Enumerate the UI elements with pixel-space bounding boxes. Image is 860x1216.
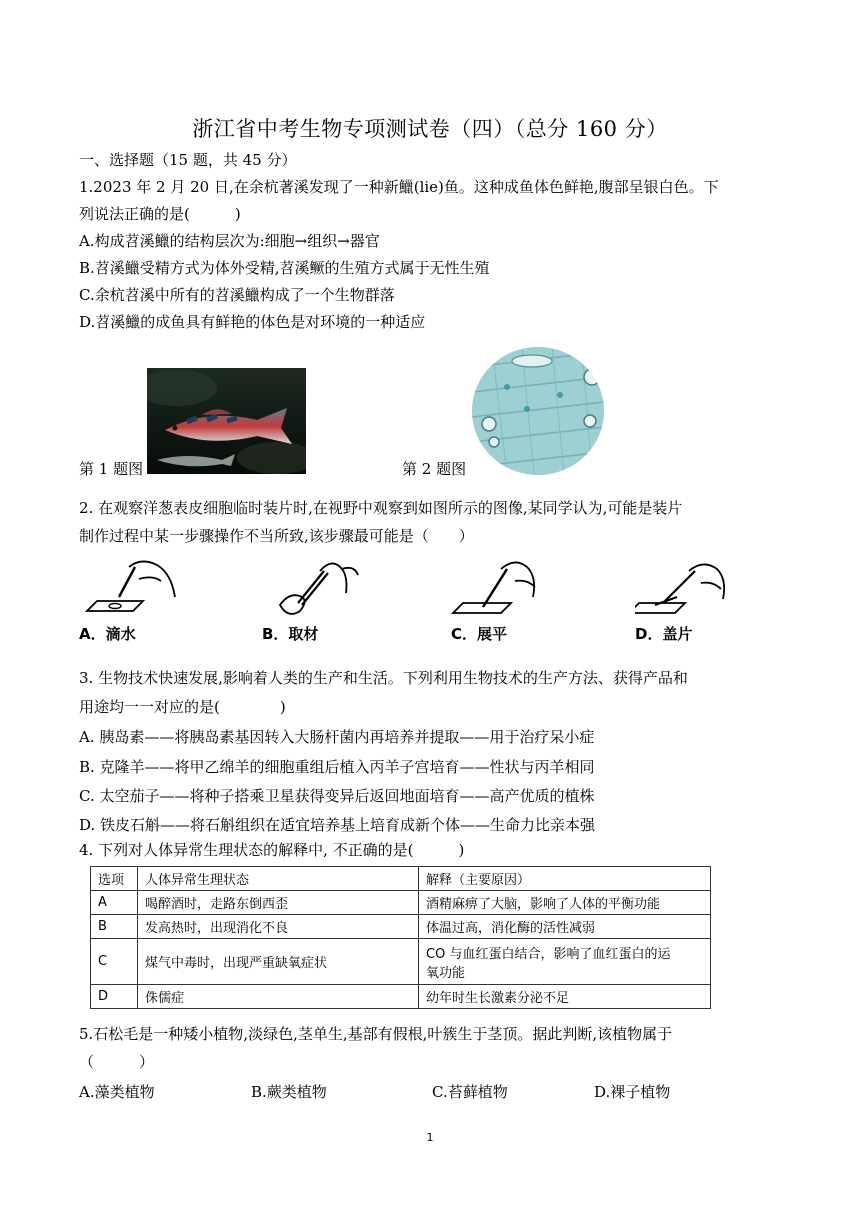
step-b-label: B．取材 bbox=[262, 625, 319, 643]
row-option: A bbox=[91, 891, 138, 915]
step-d-label: D．盖片 bbox=[635, 625, 693, 643]
table-row bbox=[91, 915, 711, 939]
section-heading: 一、选择题（15 题，共 45 分） bbox=[79, 151, 297, 169]
table-row bbox=[91, 891, 711, 915]
table-row bbox=[91, 939, 711, 985]
row-state: 发高热时，出现消化不良 bbox=[138, 915, 419, 939]
step-b[interactable] bbox=[262, 557, 372, 647]
coverslip-hand-icon bbox=[635, 557, 745, 621]
fish-photo bbox=[147, 368, 306, 474]
row-option: B bbox=[91, 915, 138, 939]
q5-option-a[interactable]: A.藻类植物 bbox=[79, 1083, 155, 1101]
page-title: 浙江省中考生物专项测试卷（四）（总分 160 分） bbox=[192, 117, 668, 141]
q1-option-d[interactable]: D.苕溪鱲的成鱼具有鲜艳的体色是对环境的一种适应 bbox=[79, 313, 426, 331]
header-state: 人体异常生理状态 bbox=[138, 867, 419, 891]
q5-option-b[interactable]: B.蕨类植物 bbox=[251, 1083, 327, 1101]
q3-option-a[interactable]: A. 胰岛素——将胰岛素基因转入大肠杆菌内再培养并提取——用于治疗呆小症 bbox=[79, 728, 595, 746]
row-option: D bbox=[91, 985, 138, 1009]
row-reason-line1: CO 与血红蛋白结合，影响了血红蛋白的运 bbox=[426, 946, 671, 962]
q1-option-c[interactable]: C.余杭苕溪中所有的苕溪鱲构成了一个生物群落 bbox=[79, 286, 395, 304]
tweezers-hand-icon bbox=[262, 557, 372, 621]
q5-option-d[interactable]: D.裸子植物 bbox=[594, 1083, 671, 1101]
q1-option-b[interactable]: B.苕溪鱲受精方式为体外受精,苕溪鳜的生殖方式属于无性生殖 bbox=[79, 259, 490, 277]
page-number: 1 bbox=[426, 1131, 434, 1144]
q1-stem-line1: 1.2023 年 2 月 20 日,在余杭著溪发现了一种新鱲(lie)鱼。这种成鱼体色鲜艳,腹部呈银白色。下 bbox=[79, 178, 719, 196]
row-state: 喝醉酒时，走路东倒西歪 bbox=[138, 891, 419, 915]
q3-stem-line1: 3. 生物技术快速发展,影响着人类的生产和生活。下列利用生物技术的生产方法、获得产品和 bbox=[79, 669, 688, 687]
dropper-hand-icon bbox=[79, 557, 189, 621]
q2-stem-line2: 制作过程中某一步骤操作不当所致,该步骤最可能是（ ） bbox=[79, 527, 474, 545]
q4-table bbox=[90, 866, 711, 1009]
row-reason: 体温过高，消化酶的活性减弱 bbox=[419, 915, 711, 939]
q5-stem-line2: （ ） bbox=[79, 1053, 155, 1071]
q1-option-a[interactable]: A.构成苕溪鱲的结构层次为:细胞→组织→器官 bbox=[79, 232, 380, 250]
q3-option-d[interactable]: D. 铁皮石斛——将石斛组织在适宜培养基上培育成新个体——生命力比亲本强 bbox=[79, 816, 596, 834]
q1-stem-line2: 列说法正确的是( ) bbox=[79, 205, 241, 223]
row-state: 侏儒症 bbox=[138, 985, 419, 1009]
q3-option-c[interactable]: C. 太空茄子——将种子搭乘卫星获得变异后返回地面培育——高产优质的植株 bbox=[79, 787, 595, 805]
q4-stem: 4. 下列对人体异常生理状态的解释中, 不正确的是( ) bbox=[79, 841, 465, 859]
header-reason: 解释（主要原因） bbox=[419, 867, 711, 891]
q2-stem-line1: 2. 在观察洋葱表皮细胞临时装片时,在视野中观察到如图所示的图像,某同学认为,可能是装片 bbox=[79, 499, 683, 517]
slide-prep-steps bbox=[79, 557, 719, 647]
figure-1-caption: 第 1 题图 bbox=[79, 460, 144, 478]
q3-stem-line2: 用途均一一对应的是( ) bbox=[79, 698, 286, 716]
row-option: C bbox=[91, 939, 138, 985]
needle-hand-icon bbox=[451, 557, 561, 621]
row-reason bbox=[419, 939, 711, 985]
row-reason-line2: 氧功能 bbox=[426, 965, 466, 981]
step-a-label: A．滴水 bbox=[79, 625, 136, 643]
row-reason: 酒精麻痹了大脑，影响了人体的平衡功能 bbox=[419, 891, 711, 915]
q5-stem-line1: 5.石松毛是一种矮小植物,淡绿色,茎单生,基部有假根,叶簇生于茎顶。据此判断,该植物属于 bbox=[79, 1025, 673, 1043]
step-c[interactable] bbox=[451, 557, 561, 647]
step-d[interactable] bbox=[635, 557, 745, 647]
q3-option-b[interactable]: B. 克隆羊——将甲乙绵羊的细胞重组后植入丙羊子宫培育——性状与丙羊相同 bbox=[79, 758, 595, 776]
table-header-row bbox=[91, 867, 711, 891]
step-a[interactable] bbox=[79, 557, 189, 647]
header-option: 选项 bbox=[91, 867, 138, 891]
onion-cell-micrograph bbox=[472, 347, 604, 475]
step-c-label: C．展平 bbox=[451, 625, 508, 643]
row-state: 煤气中毒时，出现严重缺氧症状 bbox=[138, 939, 419, 985]
figure-2-caption: 第 2 题图 bbox=[402, 460, 467, 478]
row-reason: 幼年时生长激素分泌不足 bbox=[419, 985, 711, 1009]
q5-option-c[interactable]: C.苔藓植物 bbox=[432, 1083, 508, 1101]
table-row bbox=[91, 985, 711, 1009]
